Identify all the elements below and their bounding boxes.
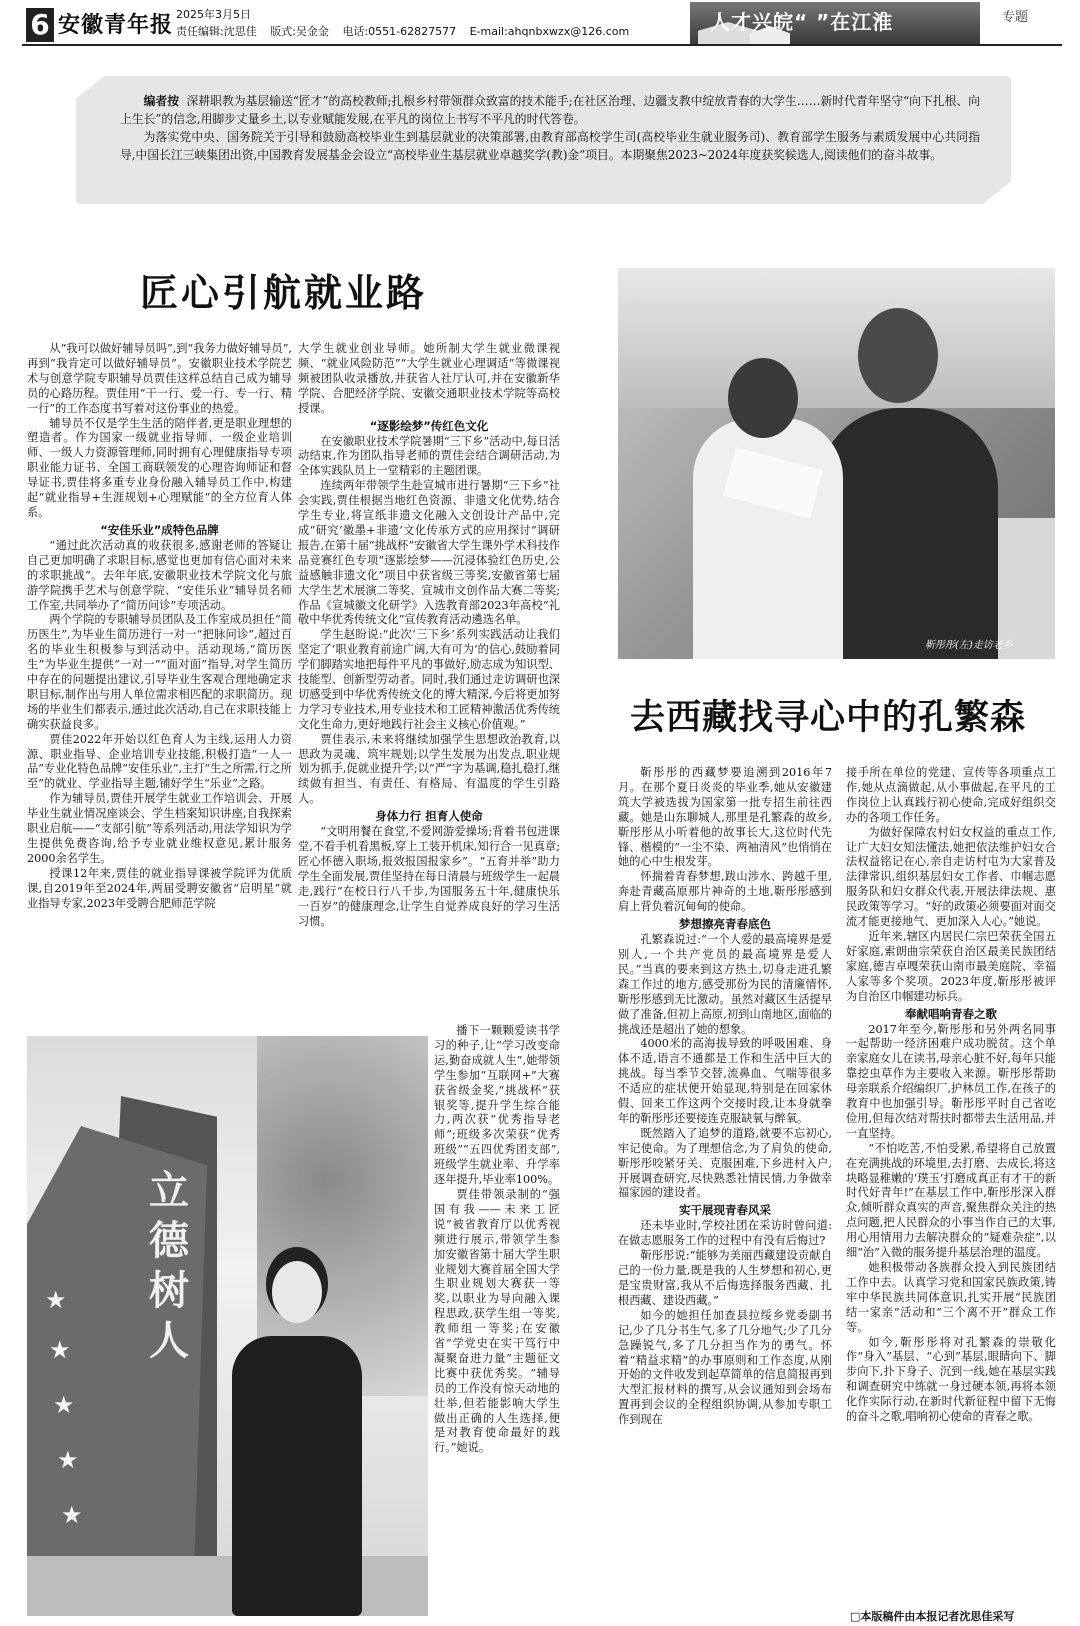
paragraph: 连续两年带领学生赴宣城市进行暑期“三下乡”社会实践,贾佳根据当地红色资源、非遗文化优势,结合学生专业,将宣纸非遗文化融入文创设计产品中,完成“研究‘徽墨+非遗’文化传承方式的应用探讨”调研报告,在第十届“挑战杯”安徽省大学生课外学术科技作品竞赛红色专项“逐影绘梦——沉浸体验红色历史,公益感触非遗文化”项目中获省级三等奖,安徽省第七届大学生艺术展演二等奖、宣城市文创作品大赛二等奖;作品《宣城徽文化研学》入选教育部2023年高校“礼敬中华优秀传统文化”宣传教育活动遴选名单。 — [298, 479, 560, 627]
editor-note-label: 编者按 — [143, 94, 180, 108]
paragraph: 2017年至今,靳彤彤和另外两名同事一起帮助一经济困难户成功脱贫。这个单亲家庭女儿在读书,母亲心脏不好,每年只能靠挖虫草作为主要收入来源。靳彤彤帮助母亲联系介绍编织厂,护林员工作,在孩子的教育中也加强引导。靳彤彤平时自己省吃俭用,但每次结对帮扶时都带去生活用品,并一直坚持。 — [846, 1022, 1056, 1140]
photo-caption: 靳彤彤(左)走访老乡 — [925, 640, 1013, 651]
column-banner — [690, 2, 980, 44]
article1-col3 — [434, 1024, 560, 1456]
banner-title: 人才兴皖“ ”在江淮 — [710, 10, 894, 34]
subheading: “逐影绘梦”传红色文化 — [369, 418, 489, 433]
editor-credit: 责任编辑:沈思佳 — [176, 25, 257, 38]
paragraph: 还未毕业时,学校社团在采访时曾问道:在做志愿服务工作的过程中有没有后悔过? — [618, 1219, 832, 1248]
issue-date: 2025年3月5日 — [176, 8, 251, 21]
page-number: 6 — [26, 8, 54, 42]
article1-col2 — [298, 342, 560, 930]
paragraph: 授课12年来,贾佳的就业指导课被学院评为优质课,自2019年至2024年,两届受聘安徽省“启明星”就业指导专家,2023年受聘合肥师范学院 — [27, 866, 292, 910]
article2-title: 去西藏找寻心中的孔繁森 — [630, 697, 1027, 738]
paragraph: 大学生就业创业导师。她所制大学生就业微课视频、“就业风险防范”“大学生就业心理调适”等微课视频被团队收录播放,并获省人社厅认可,并在安徽新华学院、合肥经济学院、安徽交通职业技术学院等高校授课。 — [298, 342, 560, 415]
star-icon: ★ — [53, 1391, 75, 1419]
subheading: 奉献唱响青春之歌 — [905, 1006, 997, 1021]
star-icon: ★ — [61, 1501, 83, 1529]
paragraph: 在安徽职业技术学院暑期“三下乡”活动中,每日活动结束,作为团队指导老师的贾佳会结合调研活动,为全体实践队员上一堂精彩的主题团课。 — [298, 434, 560, 478]
paragraph: 从“我可以做好辅导员吗”,到“我务力做好辅导员”,再到“我肯定可以做好辅导员”。安徽职业技术学院艺术与创意学院专职辅导员贾佳这样总结自己成为辅导员的心路历程。贾佳用“干一行、爱一行、专一行、精一行”的工作态度书写着对这份事业的热爱。 — [27, 342, 292, 415]
paragraph: 学生赵盼说:“此次‘三下乡’系列实践活动让我们坚定了‘职业教育前途广阔,大有可为’的信心,鼓励着同学们脚踏实地把每件平凡的事做好,励志成为知识型、技能型、创新型劳动者。同时,我们通过走访调研也深切感受到中华优秀传统文化的博大精深,今后将更加努力学习专业技术,用专业技术和工匠精神激活优秀传统文化生命力,更好地践行社会主义核心价值观。” — [298, 628, 560, 731]
paragraph: 靳彤彤的西藏梦要追溯到2016年7月。在那个夏日炎炎的毕业季,她从安徽建筑大学被选拔为国家第一批专招生前往西藏。她是山东聊城人,那里是孔繁森的故乡,靳彤彤从小听着他的故事长大,这位时代先锋、楷模的“一尘不染、两袖清风”也悄悄在她的心中生根发芽。 — [618, 766, 832, 869]
layout-credit: 版式:吴金金 — [270, 25, 329, 38]
article1-title: 匠心引航就业路 — [140, 270, 428, 315]
paragraph: 播下一颗颗爱读书学习的种子,让“学习改变命运,勤奋成就人生”,她带领学生参加“互联网+”大赛获省级金奖,“挑战杯”获银奖等,提升学生综合能力,两次获“优秀指导老师”;班级多次荣获“优秀班级”“五四优秀团支部”,班级学生就业率、升学率逐年提升,毕业率100%。 — [434, 1024, 560, 1187]
editor-note-p1: 深耕职教为基层输送“匠才”的高校教师;扎根乡村带领群众致富的技术能手;在社区治理、边疆支教中绽放青春的大学生……新时代青年坚守“向下扎根、向上生长”的信念,用脚步丈量乡土,以专业赋能发展,在平凡的岗位上书写不平凡的时代答卷。 — [120, 94, 981, 126]
paragraph: 4000米的高海拔导致的呼吸困难、身体不适,语言不通都是工作和生活中巨大的挑战。每当季节交替,流鼻血、气喘等很多不适应的症状便开始显现,特别是在回家休假、回来工作这两个交接时段,让本身就拳年的靳彤彤还要接连克服缺氧与醉氧。 — [618, 1037, 832, 1125]
byline: □本版稿件由本报记者沈思佳采写 — [850, 1610, 1015, 1623]
monument-inscription: 立德树人 — [149, 1167, 189, 1364]
subheading: 实干展现青春风采 — [679, 1203, 771, 1218]
paragraph: 贾佳2022年开始以红色育人为主线,运用人力资源、职业指导、企业培训专业技能,积极打造“一人一品”专业化特色品牌“安佳乐业”,主打“生之所需,行之所至”的就业、学业指导主题,铺好学生“乐业”之路。 — [27, 732, 292, 791]
paragraph: 为做好保障农村妇女权益的重点工作,让广大妇女知法懂法,她把依法维护妇女合法权益铭记在心,亲自走访村屯为大家普及法律常识,组织基层妇女工作者、巾帼志愿服务队和妇女群众代表,开展法律法规、惠民政策等学习。“好的政策必须要面对面交流才能更接地气、更加深入人心。”她说。 — [846, 825, 1056, 929]
teacher-photo — [27, 1036, 428, 1616]
editor-note-p2: 为落实党中央、国务院关于引导和鼓励高校毕业生到基层就业的决策部署,由教育部高校学生司(高校毕业生就业服务司)、教育部学生服务与素质发展中心共同指导,中国长江三峡集团出资,中国教育发展基金会设立“高校毕业生基层就业卓越奖学(教)金”项目。本期聚焦2023~2024年度获奖候选人,阅读他们的奋斗故事。 — [120, 130, 980, 162]
star-icon: ★ — [49, 1336, 71, 1364]
visit-photo — [618, 268, 1055, 659]
paragraph: 作为辅导员,贾佳开展学生就业工作培训会、开展毕业生就业情况座谈会、学生档案知识讲座,自我探索职业启航——“支部引航”等系列活动,用法学知识为学生提供免费咨询,给予专业就业维权意见,累计服务2000余名学生。 — [27, 792, 292, 865]
paragraph: 贾佳表示,未来将继续加强学生思想政治教育,以思政为灵魂、筑牢规划;以学生发展为出发点,职业规划为抓手,促就业提升学;以“严”字为基调,稳扎稳打,继续做有担当、有责任、有格局、有温度的学生引路人。 — [298, 732, 560, 806]
star-icon: ★ — [45, 1286, 67, 1314]
article1-col1 — [27, 342, 292, 912]
paragraph: 贾佳带领录制的“强国有我——未来工匠说”被省教育厅以优秀视频进行展示,带领学生参加安徽省第十届大学生职业规划大赛首届全国大学生职业规划大赛获一等奖,以职业为导向融入课程思政,获学生组一等奖,教师组一等奖;在安徽省“学党史在实干笃行中凝聚奋进力量”主题征文比赛中获优秀奖。“辅导员的工作没有惊天动地的壮举,但若能影响大学生做出正确的人生选择,便是对教育使命最好的践行。”她说。 — [434, 1187, 560, 1455]
subheading: “安佳乐业”成特色品牌 — [100, 522, 219, 537]
paragraph: 既然踏入了追梦的道路,就要不忘初心,牢记使命。为了理想信念,为了肩负的使命,靳彤彤咬紧牙关、克服困难,下乡进村入户,开展调查研究,尽快熟悉社情民情,力争做幸福家园的建设者。 — [618, 1126, 832, 1200]
masthead-info — [176, 23, 639, 39]
paragraph: “文明用餐在食堂,不爱网游爱操场;背着书包进课堂,不看手机看黑板,穿上工装开机床,知行合一见真章;匠心怀德入职场,报效报国报家乡”。“五育并举”助力学生全面发展,贾佳坚持在每日清晨与班级学生一起晨走,践行“在校日行八千步,为国服务五十年,健康快乐一百岁”的健康理念,让学生自觉养成良好的学习生活习惯。 — [298, 825, 560, 928]
paragraph: 近年来,辖区内居民仁宗巴荣获全国五好家庭,索朗曲宗荣获自治区最美民族团结家庭,德吉卓嘎荣获山南市最美庭院、幸福人家等多个奖项。2023年度,靳彤彤被评为自治区巾帼建功标兵。 — [846, 929, 1056, 1003]
newspaper-name: 安徽青年报 — [58, 12, 174, 38]
paragraph: 两个学院的专职辅导员团队及工作室成员担任“简历医生”,为毕业生简历进行一对一“把脉问诊”,超过百名的毕业生积极参与到活动中。活动现场,“简历医生”为毕业生提供“一对一”“面对面”指导,对学生简历中存在的问题提出建议,引导毕业生客观合理地确定求职目标,制作出与用人单位需求相匹配的求职简历。现场的毕业生们都表示,通过此次活动,自己在求职技能上确实获益良多。 — [27, 613, 292, 731]
paragraph: 如今的她担任加查县拉绥乡党委副书记,少了几分书生气,多了几分地气;少了几分急躁锐气,多了几分担当作为的勇气。怀着“精益求精”的办事原则和工作态度,从刚开始的文件收发到起草简单的信息简报再到大型汇报材料的撰写,从会议通知到会场布置再到会议的全程组织协调,从参加专职工作到现在 — [618, 1308, 832, 1427]
paragraph: “通过此次活动真的收获很多,感谢老师的答疑让自己更加明确了求职目标,感觉也更加有信心面对未来的求职挑战”。去年年底,安徽职业技术学院文化与旅游学院携手艺术与创意学院、“安佳乐业”辅导员名师工作室,共同举办了“简历问诊”专项活动。 — [27, 538, 292, 612]
editor-note — [120, 92, 980, 164]
header-rule — [22, 44, 1062, 46]
paragraph: 辅导员不仅是学生生活的陪伴者,更是职业理想的塑造者。作为国家一级就业指导师、一级企业培训师、一级人力资源管理师,同时拥有心理健康指导专项职业能力证书、全国工商联领发的心理咨询师证和督导证书,贾佳将多重专业身份融入辅导员工作中,构建起“就业指导+生涯规划+心理赋能”的全方位育人体系。 — [27, 416, 292, 519]
article2-col1 — [618, 766, 832, 1428]
paragraph: 她积极带动各族群众投入到民族团结工作中去。认真学习党和国家民族政策,铸牢中华民族共同体意识,扎实开展“民族团结一家亲”活动和“三个离不开”群众工作等。 — [846, 1261, 1056, 1334]
section-label: 专题 — [1002, 10, 1029, 25]
phone-contact: 电话:0551-62827577 — [342, 25, 457, 38]
subheading: 身体力行 担育人使命 — [375, 809, 483, 824]
star-icon: ★ — [57, 1446, 79, 1474]
paragraph: “不怕吃苦,不怕受累,希望将自己放置在充满挑战的环境里,去打磨、去成长,将这块略显稚嫩的‘璞玉’打磨成真正有才干的新时代好青年!”在基层工作中,靳彤彤深入群众,倾听群众真实的声音,聚焦群众关注的热点问题,把人民群众的小事当作自己的大事,用心用情用力去解决群众的“疑难杂症”,以细“治”入微的服务提升基层治理的温度。 — [846, 1141, 1056, 1260]
paragraph: 怀揣着青春梦想,跋山涉水、跨越千里,奔赴青藏高原那片神奇的土地,靳彤彤感到肩上背负着沉甸甸的使命。 — [618, 870, 832, 914]
paragraph: 如今,靳彤彤将对孔繁森的崇敬化作“身入”基层、“心到”基层,眼睛向下、脚步向下,扑下身子、沉到一线,她在基层实践和调查研究中练就一身过硬本领,再将本领化作实际行动,在新时代新征程中留下无悔的奋斗之歌,唱响初心使命的青春之歌。 — [846, 1335, 1056, 1424]
paragraph: 孔繁森说过:“一个人爱的最高境界是爱别人,一个共产党员的最高境界是爱人民。”当真的要来到这方热土,切身走进孔繁森工作过的地方,感受那份为民的清廉情怀,靳彤彤感到无比激动。虽然对藏区生活提早做了准备,但初上高原,初到山南地区,面临的挑战还是超出了她的想象。 — [618, 933, 832, 1036]
email-contact: E-mail:ahqnbxwzx@126.com — [469, 25, 630, 38]
paragraph: 接手所在单位的党建、宣传等各项重点工作,她从点滴做起,从小事做起,在平凡的工作岗位上认真践行初心使命,完成好组织交办的各项工作任务。 — [846, 766, 1056, 824]
paragraph: 靳彤彤说:“能够为美丽西藏建设贡献自己的一份力量,既是我的人生梦想和初心,更是宝贵财富,我从不后悔选择服务西藏、扎根西藏、建设西藏。” — [618, 1249, 832, 1307]
article2-col2 — [846, 766, 1056, 1425]
subheading: 梦想擦亮青春底色 — [679, 917, 771, 932]
